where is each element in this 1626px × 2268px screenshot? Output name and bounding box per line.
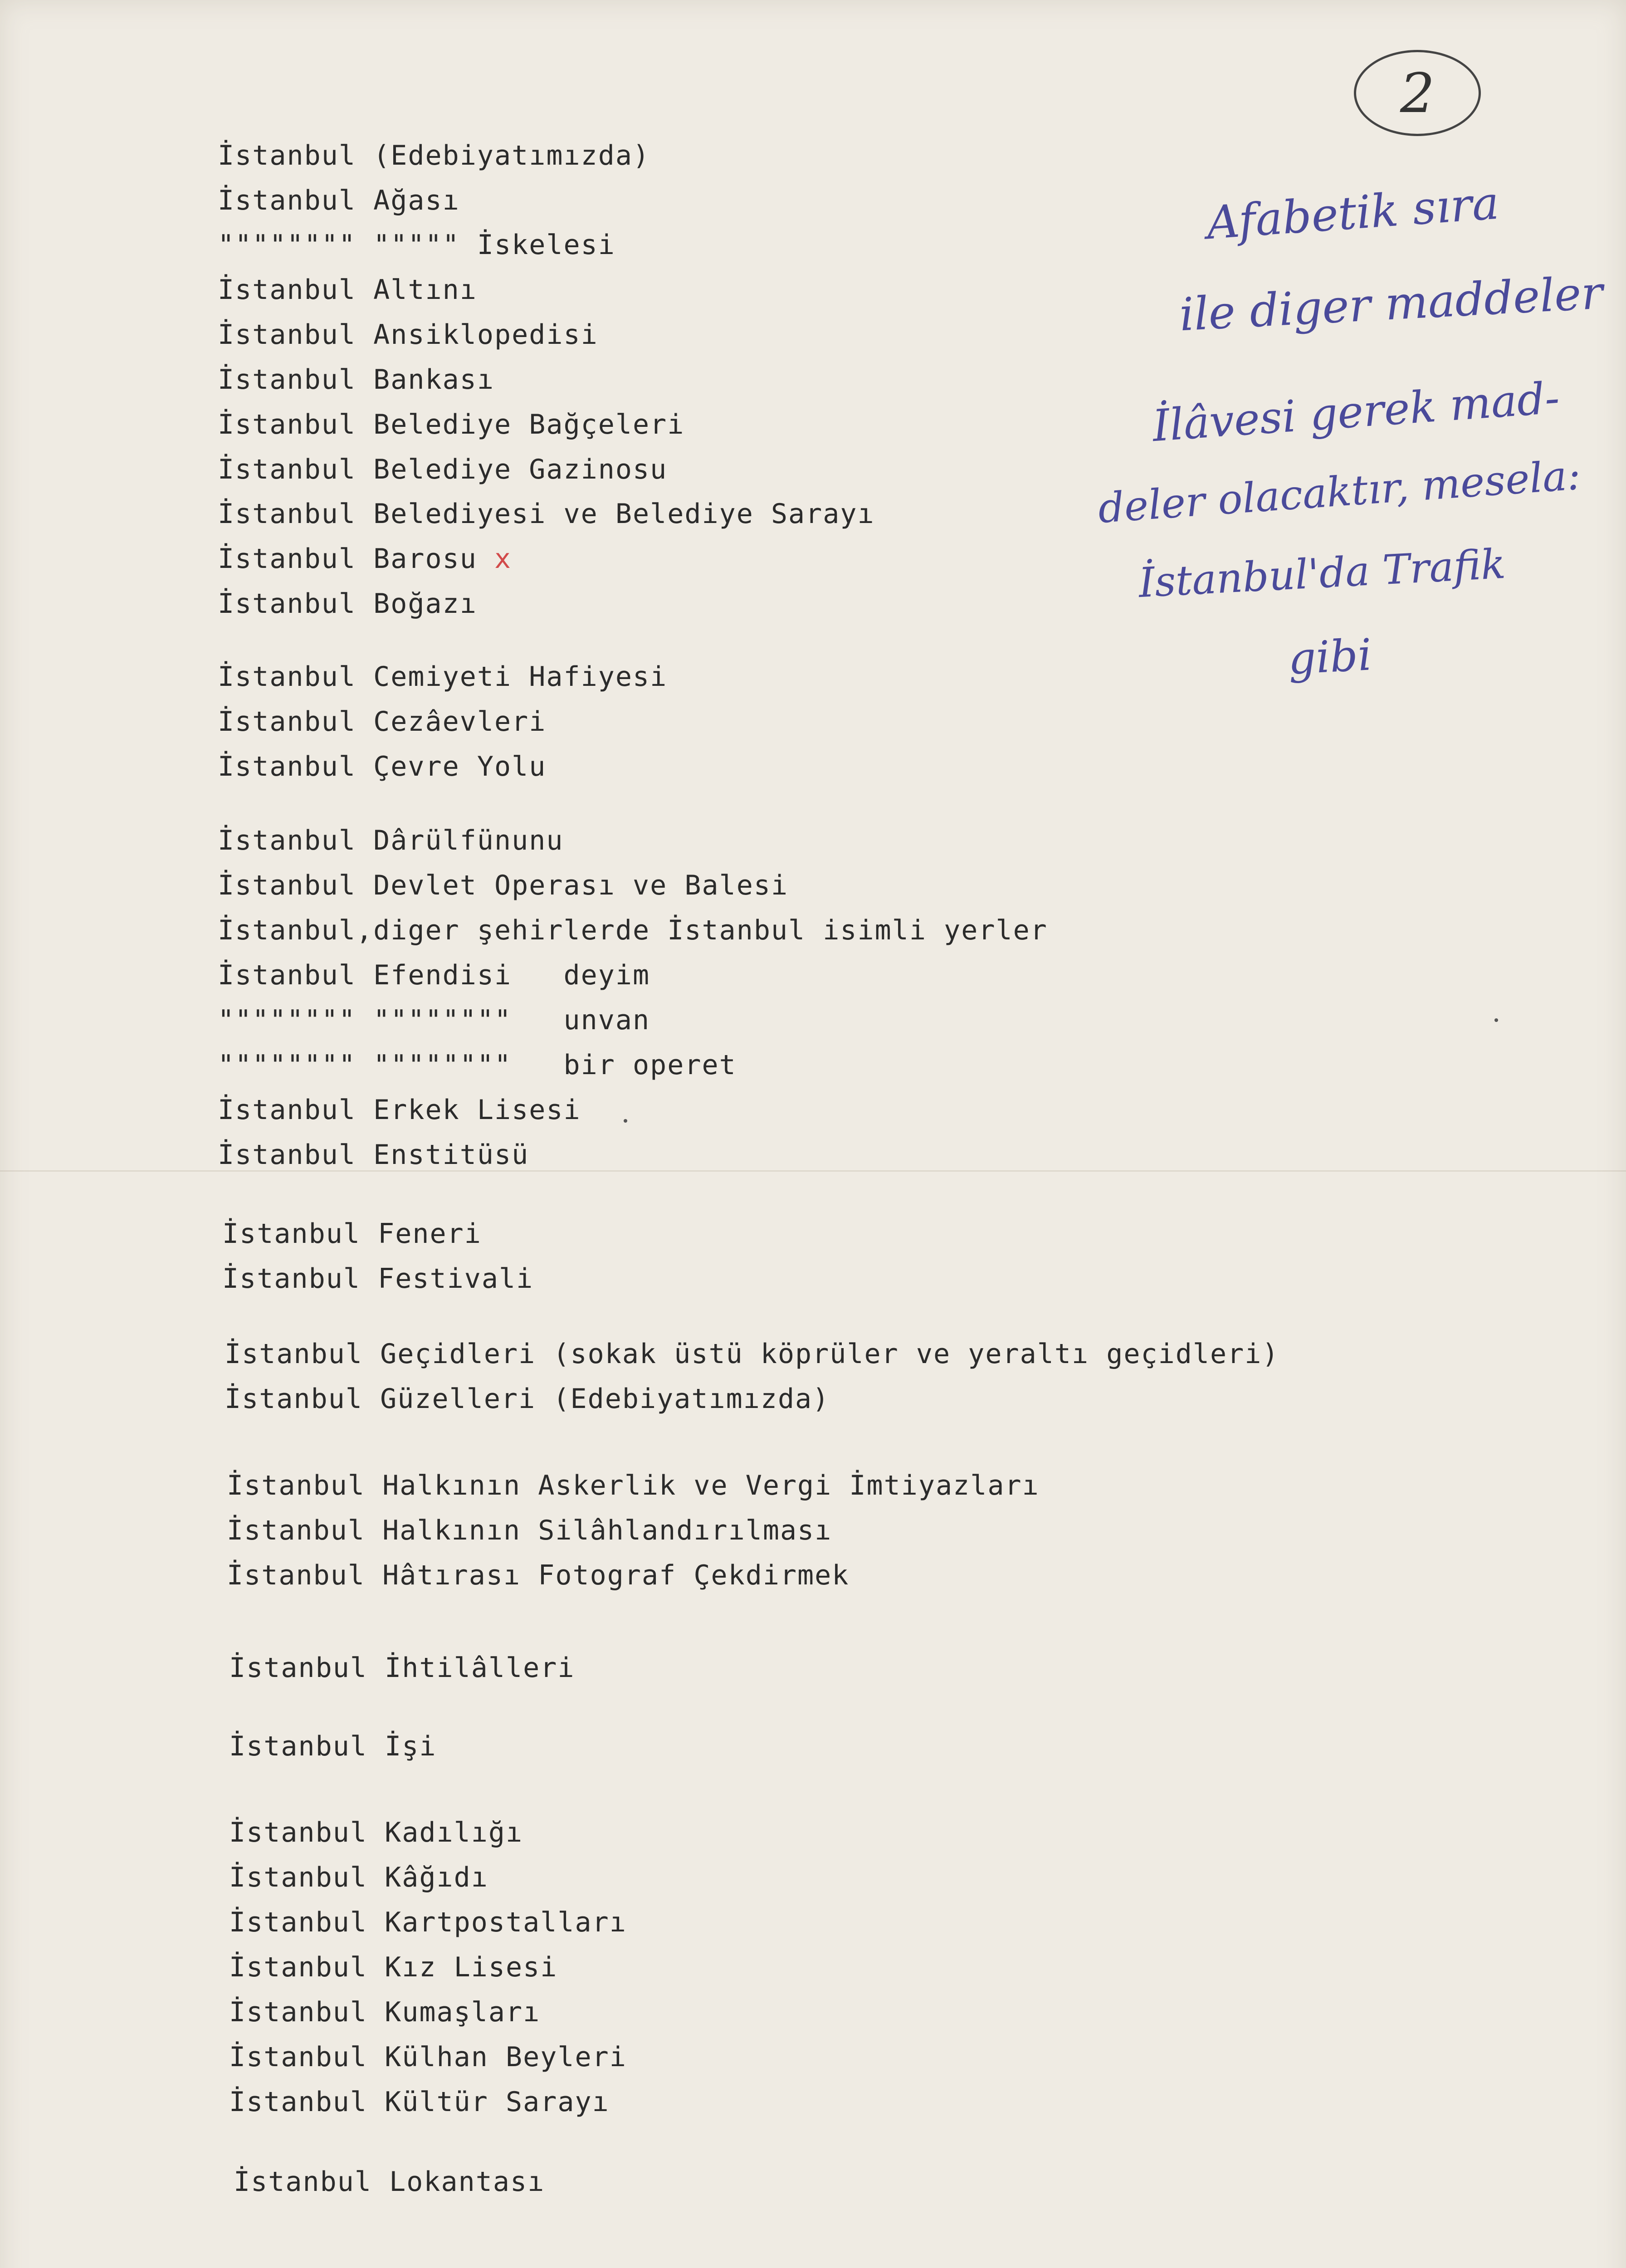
list-item-text: İstanbul Barosu [218,543,494,575]
list-item: İstanbul Bankası [218,364,494,396]
list-item: İstanbul Erkek Lisesi [218,1094,581,1126]
list-item: İstanbul Kadılığı [229,1817,523,1848]
list-item: İstanbul Hâtırası Fotograf Çekdirmek [227,1559,850,1591]
list-item: İstanbul Dârülfünunu [218,825,564,856]
page-number-circle [1354,50,1481,136]
handwritten-note-line: İlâvesi gerek mad- [1151,372,1562,452]
list-item: İstanbul Festivali [222,1263,534,1295]
handwritten-note-line: ile diger maddeler [1178,266,1604,342]
list-item: İstanbul Halkının Silâhlandırılması [227,1515,832,1546]
list-item: İstanbul Enstitüsü [218,1139,529,1171]
list-item: İstanbul Belediyesi ve Belediye Sarayı [218,498,875,530]
red-x-mark: x [494,543,512,575]
list-item: İstanbul İşi [229,1730,437,1762]
list-item: İstanbul Efendisi deyim [218,959,650,991]
list-item: İstanbul Kâğıdı [229,1862,488,1893]
list-item: İstanbul Külhan Beyleri [229,2041,627,2073]
list-item: İstanbul Devlet Operası ve Balesi [218,870,789,901]
list-item: İstanbul Boğazı [218,588,477,620]
list-item: İstanbul Altını [218,274,477,306]
handwritten-note-line: deler olacaktır, mesela: [1096,451,1582,533]
list-item: İstanbul Feneri [222,1218,482,1250]
list-item: """""""" """""""" bir operet [218,1049,737,1081]
list-item: İstanbul Geçidleri (sokak üstü köprüler ve yeraltı geçidleri) [225,1338,1279,1370]
list-item: İstanbul Ansiklopedisi [218,319,598,351]
list-item: İstanbul Belediye Bağçeleri [218,409,685,440]
list-item: İstanbul Çevre Yolu [218,751,547,782]
list-item: İstanbul İhtilâlleri [229,1652,575,1684]
list-item: İstanbul Kartpostalları [229,1906,627,1938]
list-item: İstanbul Cezâevleri [218,706,547,738]
list-item [218,543,512,575]
page-number: 2 [1400,62,1435,125]
list-item: İstanbul Halkının Askerlik ve Vergi İmtiyazları [227,1470,1040,1501]
handwritten-note-line: İstanbul'da Trafik [1137,540,1507,607]
list-item: İstanbul Cemiyeti Hafiyesi [218,661,668,693]
list-item: İstanbul Kız Lisesi [229,1951,558,1983]
list-item: İstanbul Güzelleri (Edebiyatımızda) [225,1383,830,1415]
list-item: İstanbul,diger şehirlerde İstanbul isimli yerler [218,914,1048,946]
list-item: İstanbul Belediye Gazinosu [218,454,668,485]
handwritten-note-line: gibi [1287,629,1373,684]
ink-speck [1494,1018,1498,1022]
list-item: İstanbul Ağası [218,185,460,216]
ink-speck [624,1119,627,1123]
list-item: İstanbul Kumaşları [229,1996,541,2028]
list-item: İstanbul (Edebiyatımızda) [218,140,650,171]
list-item: İstanbul Kültür Sarayı [229,2086,610,2118]
list-item: """""""" """""""" unvan [218,1004,650,1036]
handwritten-note-line: Afabetik sıra [1205,176,1501,250]
list-item: """""""" """"" İskelesi [218,229,615,261]
list-item: İstanbul Lokantası [234,2166,545,2198]
